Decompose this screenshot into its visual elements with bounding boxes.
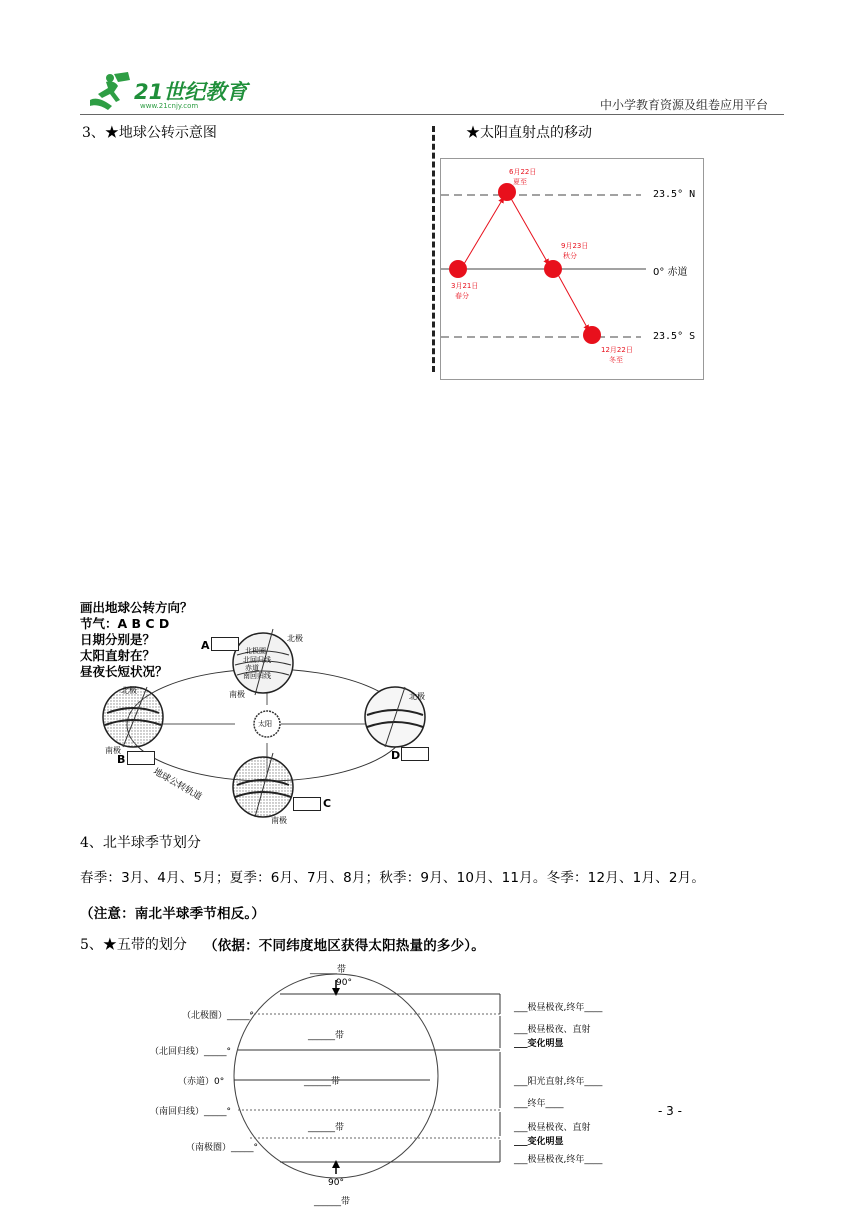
a-line-1: 北极圈 xyxy=(245,647,266,655)
date-winter: 12月22日 xyxy=(601,346,633,354)
sun-point-spring xyxy=(449,260,467,278)
section4-title: 4、北半球季节划分 xyxy=(80,835,201,851)
b-south-pole: 南极 xyxy=(105,746,121,755)
platform-name: 中小学教育资源及组卷应用平台 xyxy=(600,98,769,112)
right-note-4: ___阳光直射,终年____ xyxy=(514,1077,603,1087)
b-north-pole: 北极 xyxy=(121,686,137,695)
question-direction: 画出地球公转方向？ xyxy=(80,600,193,615)
question-dates: 日期分别是？ xyxy=(80,632,156,647)
page-number: - 3 - xyxy=(658,1104,682,1118)
line-label-23s: 23.5° S xyxy=(653,331,696,342)
right-note-6: ___极昼极夜、直射 xyxy=(514,1123,591,1133)
inner-zone-3: ______带 xyxy=(308,1123,345,1133)
term-summer: 夏至 xyxy=(513,178,527,186)
a-line-3: 赤道 xyxy=(245,664,259,672)
zones-diagram xyxy=(130,960,630,1210)
label-d: D xyxy=(391,749,401,762)
right-note-5: ___终年____ xyxy=(514,1099,564,1109)
answer-box-a[interactable] xyxy=(211,637,239,651)
line-label-equator: 0° 赤道 xyxy=(653,267,688,278)
date-autumn: 9月23日 xyxy=(561,242,589,250)
sun-motion-diagram xyxy=(440,158,704,380)
answer-box-b[interactable] xyxy=(127,751,155,765)
date-spring: 3月21日 xyxy=(451,282,479,290)
left-label-2: （北回归线）_____° xyxy=(150,1047,232,1057)
zone-bottom: ______带 xyxy=(314,1197,351,1207)
left-label-4: （南回归线）_____° xyxy=(150,1107,232,1117)
line-label-23n: 23.5° N xyxy=(653,189,696,200)
answer-box-d[interactable] xyxy=(401,747,429,761)
earth-b xyxy=(103,687,163,747)
c-south-pole: 南极 xyxy=(271,816,287,825)
a-line-2: 北回归线 xyxy=(243,656,271,664)
answer-box-c[interactable] xyxy=(293,797,321,811)
section5-basis: （依据：不同纬度地区获得太阳热量的多少）。 xyxy=(204,938,485,954)
sun-point-winter xyxy=(583,326,601,344)
inner-zone-1: ______带 xyxy=(308,1031,345,1041)
section3-title: 3、★地球公转示意图 xyxy=(82,125,217,141)
sun-point-autumn xyxy=(544,260,562,278)
question-direct: 太阳直射在？ xyxy=(80,648,156,663)
seasons-text: 春季：3月、4月、5月；夏季：6月、7月、8月；秋季：9月、10月、11月。冬季：12月、1月、2月。 xyxy=(80,870,706,886)
a-south-pole: 南极 xyxy=(229,690,245,699)
left-label-1: （北极圈）_____° xyxy=(182,1011,255,1021)
section5-title: 5、★五带的划分 xyxy=(80,937,187,953)
earth-c xyxy=(233,753,293,817)
label-a: A xyxy=(201,639,210,652)
left-label-5: （南极圈）_____° xyxy=(186,1143,259,1153)
logo-text: 21世纪教育 xyxy=(134,80,248,104)
deg-top: 90° xyxy=(336,978,352,988)
left-label-3: （赤道）0° xyxy=(178,1077,225,1087)
header-divider xyxy=(80,114,784,115)
zone-top: ______带 xyxy=(310,965,347,975)
a-north-pole: 北极 xyxy=(287,634,303,643)
term-autumn: 秋分 xyxy=(563,252,577,260)
question-daynight: 昼夜长短状况？ xyxy=(80,664,168,679)
a-line-4: 南回归线 xyxy=(243,672,271,680)
orbit-diagram xyxy=(95,625,440,825)
right-note-1: ___极昼极夜,终年____ xyxy=(514,1003,603,1013)
header-logo xyxy=(88,70,258,114)
d-north-pole: 北极 xyxy=(409,692,425,701)
term-spring: 春分 xyxy=(455,292,469,300)
runner-logo-icon xyxy=(88,70,136,112)
sun-motion-title: ★太阳直射点的移动 xyxy=(466,125,592,141)
label-b: B xyxy=(117,753,126,766)
logo-url: www.21cnjy.com xyxy=(140,102,199,110)
term-winter: 冬至 xyxy=(609,356,623,364)
seasons-note: （注意：南北半球季节相反。） xyxy=(80,906,266,922)
right-note-8: ___极昼极夜,终年____ xyxy=(514,1155,603,1165)
label-c: C xyxy=(323,797,332,810)
date-summer: 6月22日 xyxy=(509,168,537,176)
vertical-divider xyxy=(432,126,435,372)
sun-label: 太阳 xyxy=(258,720,272,728)
question-terms: 节气：A B C D xyxy=(80,616,170,631)
deg-bottom: 90° xyxy=(328,1178,344,1188)
inner-zone-2: ______带 xyxy=(304,1077,341,1087)
right-note-7: ___变化明显 xyxy=(514,1137,564,1147)
right-note-2: ___极昼极夜、直射 xyxy=(514,1025,591,1035)
right-note-3: ___变化明显 xyxy=(514,1039,564,1049)
orbit-track-label: 地球公转轨道 xyxy=(151,766,204,803)
